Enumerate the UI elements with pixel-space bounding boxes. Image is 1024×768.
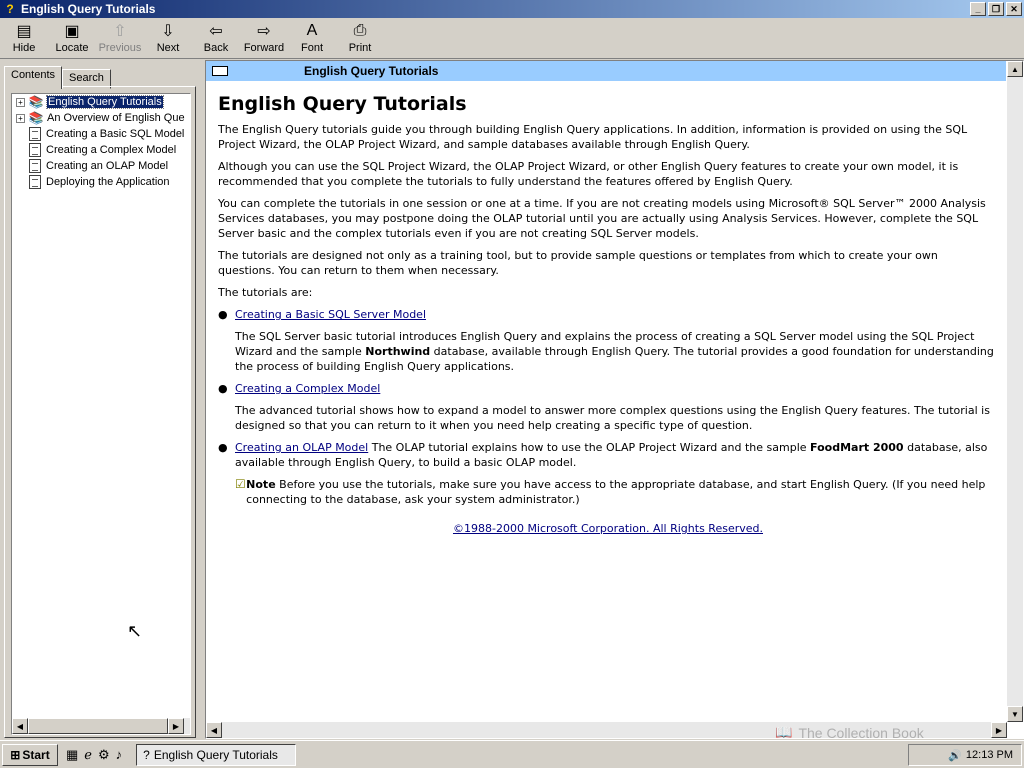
media-icon[interactable]: ♪ <box>115 746 123 762</box>
scroll-right-icon[interactable]: ▶ <box>991 722 1007 738</box>
quick-launch <box>66 747 122 763</box>
minimize-button[interactable]: _ <box>970 2 986 16</box>
copyright <box>218 521 998 536</box>
page-icon <box>29 143 41 157</box>
book-icon: 📚 <box>28 111 44 125</box>
list-item-description: The SQL Server basic tutorial introduces English Query and explains the process of creating a SQL Server model using the SQL Project Wizard and the sample Northwind database, available through English Query. The tutorial provides a good foundation for understanding the process of building English Query applications. <box>235 330 994 373</box>
network-icon[interactable]: ⚙ <box>98 746 110 762</box>
tree-item[interactable] <box>12 158 190 174</box>
internet-explorer-icon[interactable]: ℯ <box>84 746 92 762</box>
hide-icon: ▤ <box>16 23 32 40</box>
paragraph: The English Query tutorials guide you through building English Query applications. In addition, information is provided on using the SQL Project Wizard, the OLAP Project Wizard, and sample databases available through English Query. <box>218 123 968 151</box>
scroll-left-icon[interactable]: ◀ <box>206 722 222 738</box>
taskbar-item[interactable]: ? English Query Tutorials <box>136 744 296 766</box>
scroll-right-icon[interactable]: ▶ <box>168 718 184 734</box>
tree-item[interactable] <box>12 94 190 110</box>
nav-tabs <box>4 66 111 88</box>
tree-item-label: Creating a Complex Model <box>46 144 177 156</box>
contents-panel <box>4 86 196 738</box>
tree-item-label: Creating a Basic SQL Model <box>46 128 185 140</box>
paragraph: The tutorials are designed not only as a training tool, but to provide sample questions or templates from which to create your own questions. You can return to them when necessary. <box>218 249 938 277</box>
list-item-description: The advanced tutorial shows how to expand a model to answer more complex questions using the English Query features. The tutorial is designed so that you can return to it when you need help creating a specific type of question. <box>235 404 990 432</box>
taskbar <box>0 740 1024 768</box>
page-icon <box>29 127 41 141</box>
window-controls <box>970 2 1022 16</box>
tree-item-label: An Overview of English Que <box>47 112 185 124</box>
tree-item-label: Deploying the Application <box>46 176 170 188</box>
tree-item[interactable] <box>12 126 190 142</box>
window-title: English Query Tutorials <box>21 2 156 16</box>
hide-button[interactable]: ▤ Hide <box>12 23 36 54</box>
up-arrow-icon: ⇧ <box>113 23 127 40</box>
topic-pane <box>205 60 1024 739</box>
previous-button[interactable]: ⇧ Previous <box>98 23 142 54</box>
clock: 12:13 PM <box>965 749 1013 761</box>
watermark: 📖 The Collection Book <box>775 724 924 741</box>
scroll-left-icon[interactable]: ◀ <box>12 718 28 734</box>
next-button[interactable]: ⇩ Next <box>156 23 180 54</box>
tree-horizontal-scrollbar[interactable] <box>12 718 190 734</box>
tree-item[interactable] <box>12 142 190 158</box>
system-tray <box>908 744 1022 766</box>
title-bar[interactable] <box>0 0 1024 18</box>
windows-logo-icon: ⊞ <box>10 747 21 762</box>
tutorial-link[interactable]: Creating a Complex Model <box>235 382 381 395</box>
forward-arrow-icon: ⇨ <box>257 23 271 40</box>
tree-item[interactable] <box>12 110 190 126</box>
start-button[interactable]: ⊞ Start <box>2 744 58 766</box>
mouse-cursor-icon: ↖ <box>127 621 143 641</box>
note <box>235 477 998 507</box>
tree-item-label: English Query Tutorials <box>48 96 162 108</box>
scroll-thumb[interactable] <box>28 718 168 734</box>
page-icon <box>29 159 41 173</box>
page-icon <box>29 175 41 189</box>
bullet-icon: ● <box>218 441 228 454</box>
desktop-icon[interactable]: ▦ <box>66 746 79 762</box>
toolbar <box>0 19 1024 59</box>
bullet-icon: ● <box>218 382 228 395</box>
back-arrow-icon: ⇦ <box>209 23 223 40</box>
note-text: Before you use the tutorials, make sure you have access to the appropriate database, and start English Query. (If you need help connecting to the database, ask your system administrator.) <box>246 478 986 506</box>
copyright-link[interactable]: ©1988-2000 Microsoft Corporation. All Rights Reserved. <box>452 522 763 535</box>
expand-icon[interactable]: + <box>16 114 25 123</box>
list-item <box>218 381 998 396</box>
bullet-icon: ● <box>218 308 228 321</box>
print-button[interactable]: ⎙ Print <box>348 22 372 54</box>
navigation-pane <box>0 62 200 738</box>
expand-icon[interactable]: + <box>16 98 25 107</box>
list-item: ● Creating an OLAP Model The OLAP tutorial explains how to use the OLAP Project Wizard and the sample FoodMart 2000 database, also available through English Query, to build a basic OLAP model. <box>218 441 988 469</box>
scroll-up-icon[interactable]: ▲ <box>1007 61 1023 77</box>
font-icon: A <box>306 22 318 39</box>
tutorial-link[interactable]: Creating an OLAP Model <box>235 441 369 454</box>
paragraph: The tutorials are: <box>218 286 313 299</box>
contents-tree[interactable] <box>11 93 191 735</box>
topic-vertical-scrollbar[interactable] <box>1007 61 1023 722</box>
help-question-icon: ? <box>6 2 14 16</box>
back-button[interactable]: ⇦ Back <box>203 23 229 54</box>
topic-icon <box>212 66 228 76</box>
tab-contents[interactable]: Contents <box>4 66 62 89</box>
paragraph: You can complete the tutorials in one session or one at a time. If you are not creating models using Microsoft® SQL Server™ 2000 Analysis Services databases, you may postpone doing the OLAP tutorial until you are actually using Analysis Services. However, complete the SQL Server basic and the complex tutorials even if you are not creating SQL Server models. <box>218 197 986 240</box>
paragraph: Although you can use the SQL Project Wizard, the OLAP Project Wizard, or other English Query features to create your own model, it is recommended that you complete the tutorials to fully understand the features offered by English Query. <box>218 160 959 188</box>
font-button[interactable]: A Font <box>300 22 323 54</box>
tutorial-link[interactable]: Creating a Basic SQL Server Model <box>235 308 427 321</box>
list-item <box>218 307 998 322</box>
locate-icon: ▣ <box>64 23 80 40</box>
book-icon: 📖 <box>775 724 793 740</box>
forward-button[interactable]: ⇨ Forward <box>243 23 285 54</box>
topic-header <box>206 61 1006 81</box>
scroll-down-icon[interactable]: ▼ <box>1007 706 1023 722</box>
tree-item-label: Creating an OLAP Model <box>46 160 169 172</box>
volume-icon[interactable]: 🔊 <box>948 749 962 762</box>
down-arrow-icon: ⇩ <box>161 23 175 40</box>
restore-button[interactable]: ❐ <box>988 2 1004 16</box>
topic-content <box>218 89 998 719</box>
locate-button[interactable]: ▣ Locate <box>55 23 89 54</box>
note-icon: ☑ <box>235 477 246 491</box>
note-label: Note <box>246 478 276 491</box>
close-button[interactable]: ✕ <box>1006 2 1022 16</box>
tab-search[interactable]: Search <box>62 69 111 89</box>
topic-header-title: English Query Tutorials <box>304 64 439 78</box>
help-question-icon: ? <box>143 747 150 762</box>
page-title: English Query Tutorials <box>218 93 467 115</box>
printer-icon: ⎙ <box>353 22 367 39</box>
tree-item[interactable] <box>12 174 190 190</box>
book-icon: 📚 <box>28 95 44 109</box>
